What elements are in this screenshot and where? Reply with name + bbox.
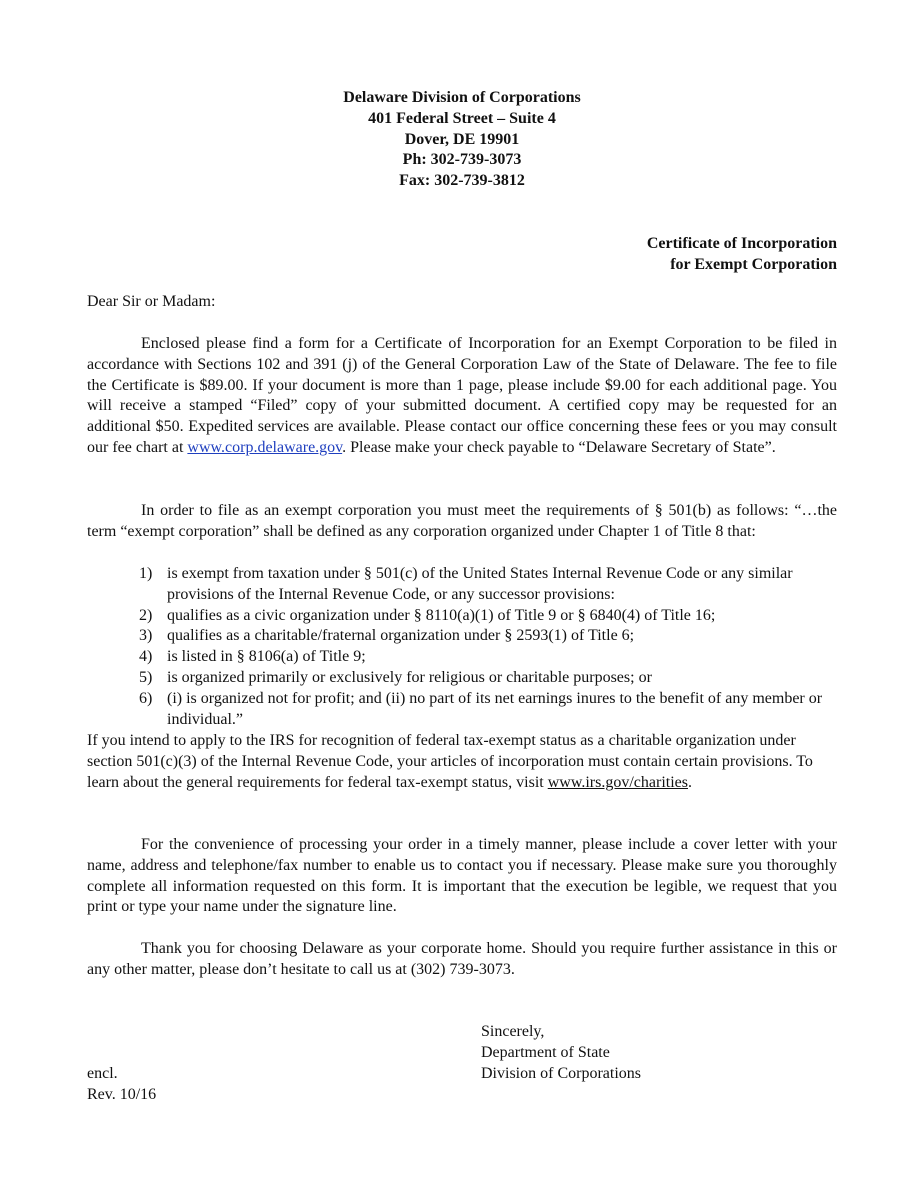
- closing-department: Department of State: [481, 1043, 610, 1061]
- footer-notes: [87, 1064, 156, 1106]
- letterhead-street: 401 Federal Street – Suite 4: [368, 109, 556, 127]
- letterhead-city: Dover, DE 19901: [404, 130, 520, 148]
- list-item: [0, 689, 829, 731]
- list-item: [0, 626, 829, 647]
- paragraph-exempt-requirements-text: In order to file as an exempt corporation you must meet the requirements of § 501(b) as follows: “…the term “exempt corporation” shall be defined as any corporation organized under Chapter 1 of Title 8 that:: [87, 502, 837, 540]
- document-title: [647, 234, 837, 276]
- list-item-text: is listed in § 8106(a) of Title 9;: [167, 648, 366, 666]
- list-item-number: 2): [139, 606, 153, 624]
- list-item-text: qualifies as a charitable/fraternal organization under § 2593(1) of Title 6;: [167, 627, 635, 645]
- salutation: Dear Sir or Madam:: [87, 293, 216, 310]
- signature-block: [481, 1022, 641, 1084]
- paragraph-thank-you-text: Thank you for choosing Delaware as your corporate home. Should you require further assistance in this or any other matter, please don’t hesitate to call us at (302) 739-3073.: [87, 940, 837, 978]
- paragraph-processing-text: For the convenience of processing your order in a timely manner, please include a cover letter with your name, address and telephone/fax number to enable us to contact you if necessary. Please make sure you thoroughly complete all information requested on this form. It is important that the execution be legible, we request that you print or type your name under the signature line.: [87, 836, 837, 916]
- list-item-number: 5): [139, 668, 153, 686]
- list-item-number: 1): [139, 565, 153, 582]
- enclosure-note: encl.: [87, 1065, 118, 1082]
- list-item-text: is exempt from taxation under § 501(c) of the United States Internal Revenue Code or any similar provisions of the Internal Revenue Code, or any successor provisions:: [167, 565, 793, 603]
- paragraph-irs-status-text: If you intend to apply to the IRS for recognition of federal tax-exempt status as a charitable organization under section 501(c)(3) of the Internal Revenue Code, your articles of incorporation must contain certain provisions. To learn about the general requirements for federal tax-exempt status, visit: [87, 732, 813, 791]
- paragraph-filing-fees-tail: . Please make your check payable to “Delaware Secretary of State”.: [342, 438, 776, 456]
- list-item: [0, 668, 829, 689]
- irs-charities-link[interactable]: www.irs.gov/charities: [547, 773, 688, 791]
- list-item-text: qualifies as a civic organization under § 8110(a)(1) of Title 9 or § 6840(4) of Title 16;: [167, 606, 716, 624]
- paragraph-irs-status: [87, 731, 837, 793]
- list-item: [0, 564, 829, 606]
- closing-division: Division of Corporations: [481, 1064, 641, 1082]
- list-item: [0, 647, 829, 668]
- corp-delaware-link[interactable]: www.corp.delaware.gov: [187, 438, 343, 456]
- document-title-line2: for Exempt Corporation: [670, 255, 837, 273]
- list-item-number: 3): [139, 627, 153, 645]
- document-title-line1: Certificate of Incorporation: [646, 235, 837, 252]
- paragraph-filing-fees: [87, 334, 837, 459]
- letterhead-org: Delaware Division of Corporations: [343, 89, 581, 106]
- closing-sincerely: Sincerely,: [481, 1023, 545, 1040]
- letterhead: [0, 88, 924, 192]
- list-item-number: 4): [139, 648, 153, 666]
- list-item-text: (i) is organized not for profit; and (ii) no part of its net earnings inures to the benefit of any member or individual.”: [167, 689, 823, 728]
- requirements-list: [0, 564, 924, 730]
- paragraph-exempt-requirements: [87, 501, 837, 543]
- paragraph-processing: [87, 835, 837, 918]
- letterhead-phone: Ph: 302-739-3073: [402, 151, 522, 169]
- paragraph-irs-status-tail: .: [687, 773, 692, 791]
- letterhead-fax: Fax: 302-739-3812: [399, 172, 525, 190]
- paragraph-filing-fees-text: Enclosed please find a form for a Certificate of Incorporation for an Exempt Corporation to be filed in accordance with Sections 102 and 391 (j) of the General Corporation Law of the State of Delaware. The fee to file the Certificate is $89.00. If your document is more than 1 page, please include $9.00 for each additional page. You will receive a stamped “Filed” copy of your submitted document. A certified copy may be requested for an additional $50. Expedited services are available. Please contact our office concerning these fees or you may consult our fee chart at: [87, 335, 837, 456]
- list-item-number: 6): [139, 689, 153, 707]
- paragraph-thank-you: [87, 939, 837, 981]
- list-item-text: is organized primarily or exclusively for religious or charitable purposes; or: [167, 668, 652, 686]
- list-item: [0, 606, 829, 627]
- revision-note: Rev. 10/16: [87, 1085, 157, 1103]
